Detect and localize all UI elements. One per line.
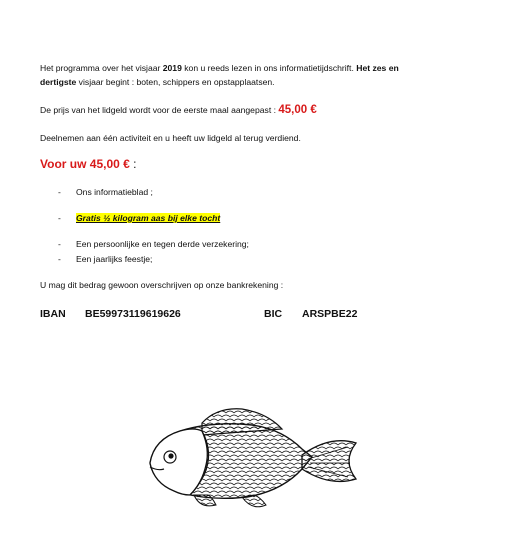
bullet: - <box>58 213 61 223</box>
benefit-item: Een jaarlijks feestje; <box>76 254 153 264</box>
refund-line: Deelnemen aan één activiteit en u heeft uw lidgeld al terug verdiend. <box>40 133 301 143</box>
intro-bold: Het zes en <box>356 63 399 73</box>
price-line <box>40 104 317 117</box>
price-amount: 45,00 € <box>278 104 317 116</box>
bullet: - <box>58 187 61 197</box>
transfer-line: U mag dit bedrag gewoon overschrijven op onze bankrekening : <box>40 280 284 290</box>
year: 2019 <box>162 63 182 73</box>
fish-illustration <box>142 405 364 515</box>
intro-line-1 <box>40 62 399 75</box>
benefit-item-highlighted: Gratis ½ kilogram aas bij elke tocht <box>76 213 221 223</box>
intro-bold-2: dertigste <box>40 77 77 87</box>
voor-label: Voor uw 45,00 € <box>40 157 130 171</box>
bullet: - <box>58 254 61 264</box>
voor-suffix: : <box>129 157 137 171</box>
intro-text-3: visjaar begint : boten, schippers en opstapplaatsen. <box>76 77 275 87</box>
iban-label: IBAN <box>40 308 66 320</box>
bullet: - <box>58 239 61 249</box>
benefit-item: Ons informatieblad ; <box>76 187 153 197</box>
price-text: De prijs van het lidgeld wordt voor de eerste maal aangepast : <box>40 105 279 115</box>
bic-value: ARSPBE22 <box>302 308 358 320</box>
voor-heading <box>40 158 136 171</box>
intro-line-2 <box>40 76 275 89</box>
iban-value: BE59973119619626 <box>85 308 181 320</box>
intro-text: Het programma over het visjaar <box>40 63 163 73</box>
benefit-item: Een persoonlijke en tegen derde verzekering; <box>76 239 249 249</box>
intro-text-2: kon u reeds lezen in ons informatietijdschrift. <box>181 63 357 73</box>
bic-label: BIC <box>264 308 283 320</box>
